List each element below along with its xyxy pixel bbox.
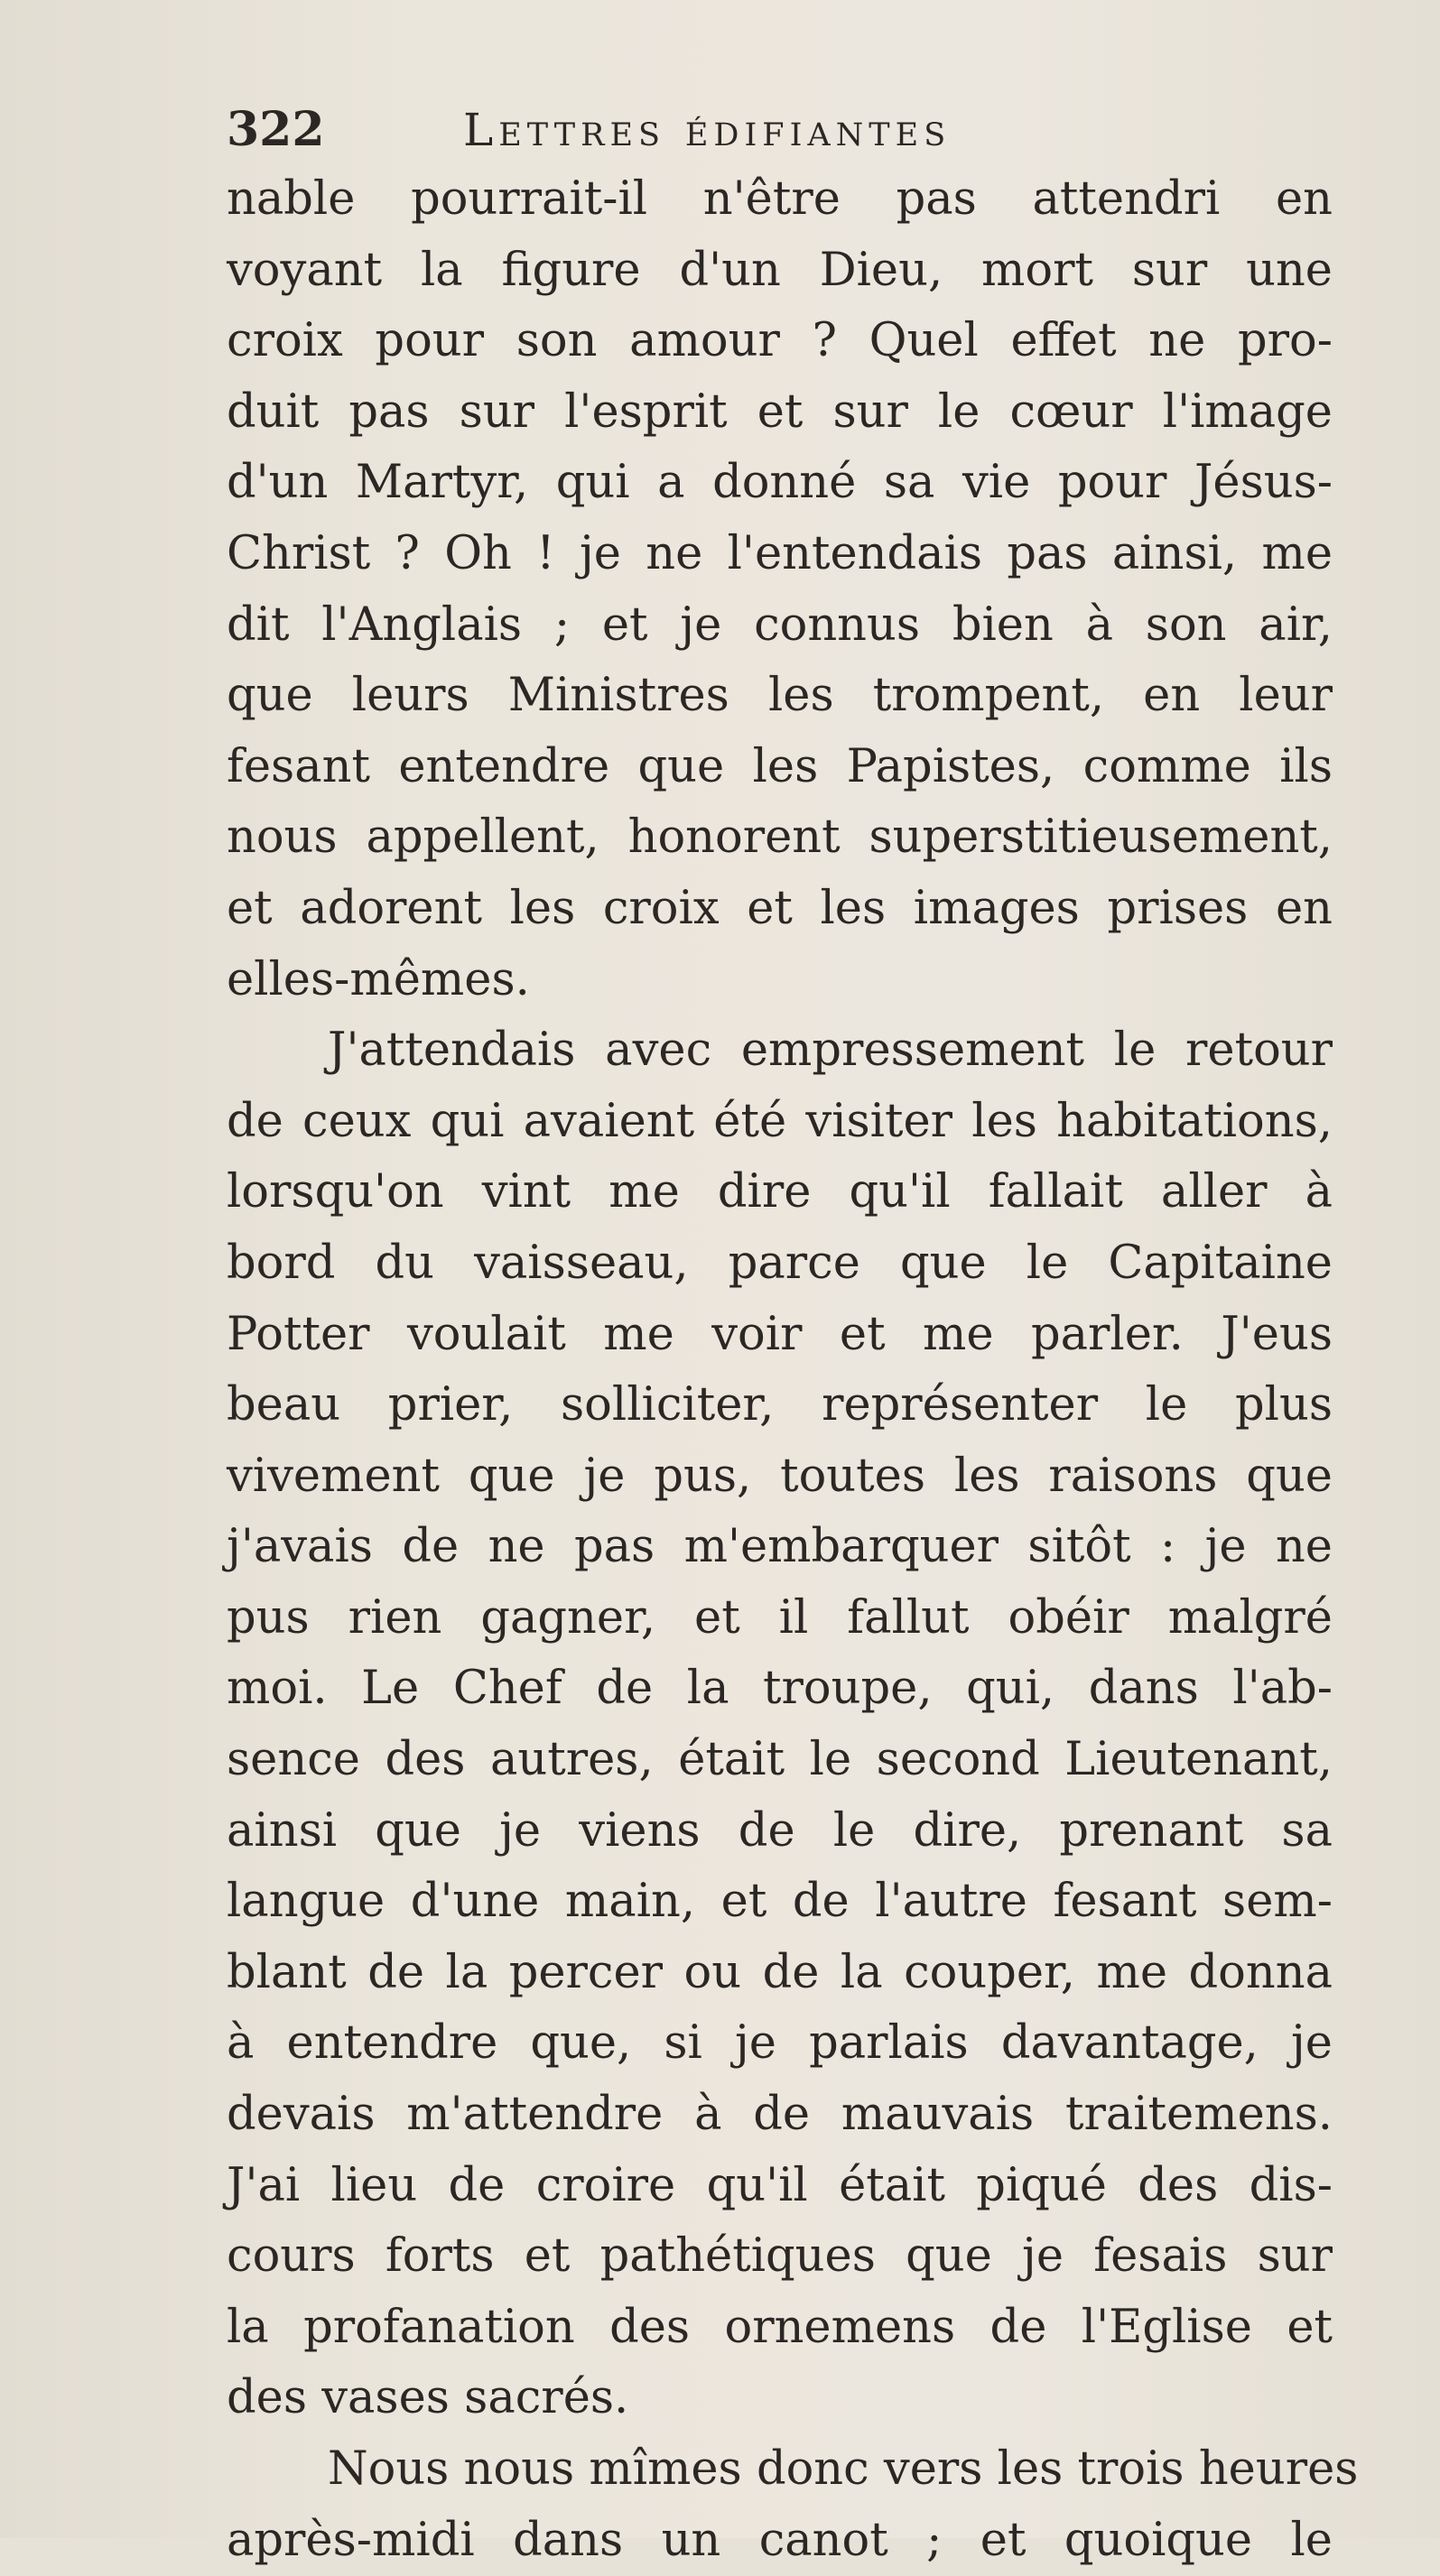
text-line: lorsqu'on vint me dire qu'il fallait aller à [227,1165,1333,1219]
text-line: pus rien gagner, et il fallut obéir malgré [227,1590,1333,1645]
text-line: dit l'Anglais ; et je connus bien à son air, [227,598,1333,652]
text-line: voyant la figure d'un Dieu, mort sur une [227,243,1333,297]
text-line: bord du vaisseau, parce que le Capitaine [227,1236,1333,1290]
text-line: croix pour son amour ? Quel effet ne pro- [227,314,1333,368]
text-line: vivement que je pus, toutes les raisons que [227,1449,1333,1503]
text-line: elles-mêmes. [227,952,530,1006]
text-line: de ceux qui avaient été visiter les habitations, [227,1094,1333,1148]
page-number: 322 [227,102,325,157]
text-line: et adorent les croix et les images prises en [227,881,1333,935]
text-line: fesant entendre que les Papistes, comme ils [227,739,1333,793]
text-line: la profanation des ornemens de l'Eglise et [227,2300,1333,2354]
text-line: sence des autres, était le second Lieutenant, [227,1733,1333,1787]
text-line: nous appellent, honorent superstitieusement, [227,811,1333,865]
text-line: duit pas sur l'esprit et sur le cœur l'image [227,385,1333,439]
text-line: Potter voulait me voir et me parler. J'eus [227,1307,1333,1361]
text-line: J'ai lieu de croire qu'il était piqué des dis- [227,2158,1333,2212]
running-head [227,97,1333,162]
text-line: blant de la percer ou de la couper, me donna [227,1945,1333,1999]
text-line: beau prier, solliciter, représenter le plus [227,1378,1333,1432]
text-line: J'attendais avec empressement le retour [328,1024,1333,1078]
text-line: d'un Martyr, qui a donné sa vie pour Jésus- [227,456,1333,510]
body-text [227,164,1359,2576]
text-line: à entendre que, si je parlais davantage, je [227,2016,1333,2071]
text-line: langue d'une main, et de l'autre fesant sem- [227,1875,1333,1929]
text-line: moi. Le Chef de la troupe, qui, dans l'ab- [227,1662,1333,1716]
text-line: après-midi dans un canot ; et quoique le [227,2513,1333,2567]
text-line: devais m'attendre à de mauvais traitemens. [227,2088,1333,2142]
text-line: que leurs Ministres les trompent, en leur [227,669,1333,723]
running-title: Lettres édifiantes [463,104,952,156]
text-line: nable pourrait-il n'être pas attendri en [227,172,1333,226]
text-line: j'avais de ne pas m'embarquer sitôt : je ne [227,1520,1333,1574]
text-line: des vases sacrés. [227,2371,629,2425]
text-line: Nous nous mîmes donc vers les trois heures [328,2442,1359,2496]
text-block [227,97,1359,2576]
text-line: cours forts et pathétiques que je fesais sur [227,2229,1333,2284]
text-line: Christ ? Oh ! je ne l'entendais pas ainsi, me [227,526,1333,580]
text-line: ainsi que je viens de le dire, prenant sa [227,1803,1333,1858]
